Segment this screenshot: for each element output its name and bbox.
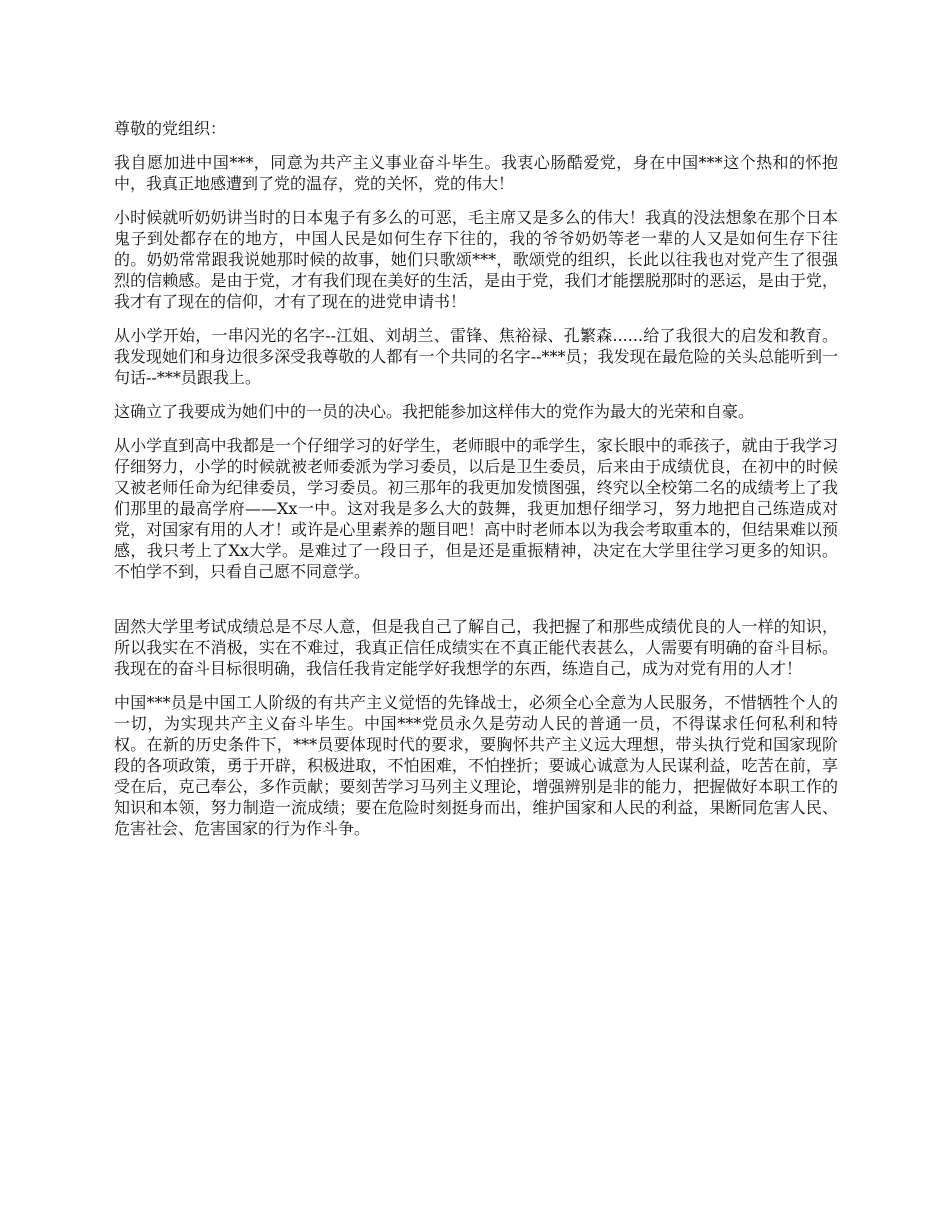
paragraph: 中国***员是中国工人阶级的有共产主义觉悟的先锋战士，必须全心全意为人民服务，不惜牺牲个人的一切，为实现共产主义奋斗毕生。中国***党员永久是劳动人民的普通一员，不得谋求任何私利和特权。在新的历史条件下，***员要体现时代的要求，要胸怀共产主义远大理想，带头执行党和国家现阶段的各项政策，勇于开辟，积极进取，不怕困难，不怕挫折；要诚心诚意为人民谋利益，吃苦在前，享受在后，克己奉公，多作贡献；要刻苦学习马列主义理论，增强辨别是非的能力，把握做好本职工作的知识和本领，努力制造一流成绩；要在危险时刻挺身而出，维护国家和人民的利益，果断同危害人民、危害社会、危害国家的行为作斗争。 bbox=[114, 693, 838, 838]
paragraph: 从小学开始，一串闪光的名字--江姐、刘胡兰、雷锋、焦裕禄、孔繁森......给了我很大的启发和教育。我发现她们和身边很多深受我尊敬的人都有一个共同的名字--***员；我发现在最危险的关头总能听到一句话--***员跟我上。 bbox=[114, 326, 838, 387]
document-page bbox=[114, 118, 838, 852]
paragraph: 这确立了我要成为她们中的一员的决心。我把能参加这样伟大的党作为最大的光荣和自豪。 bbox=[114, 402, 755, 421]
paragraph: 固然大学里考试成绩总是不尽人意，但是我自己了解自己，我把握了和那些成绩优良的人一样的知识，所以我实在不消极，实在不难过，我真正信任成绩实在不真正能代表甚么，人需要有明确的奋斗目标。我现在的奋斗目标很明确，我信任我肯定能学好我想学的东西，练造自己，成为对党有用的人才！ bbox=[114, 617, 838, 678]
paragraph: 小时候就听奶奶讲当时的日本鬼子有多么的可恶，毛主席又是多么的伟大！我真的没法想象在那个日本鬼子到处都存在的地方，中国人民是如何生存下往的，我的爷爷奶奶等老一辈的人又是如何生存下往的。奶奶常常跟我说她那时候的故事，她们只歌颂***，歌颂党的组织，长此以往我也对党产生了很强烈的信赖感。是由于党，才有我们现在美好的生活，是由于党，我们才能摆脱那时的恶运，是由于党，我才有了现在的信仰，才有了现在的进党申请书！ bbox=[114, 208, 838, 311]
paragraph: 我自愿加进中国***，同意为共产主义事业奋斗毕生。我衷心肠酷爱党，身在中国***这个热和的怀抱中，我真正地感遭到了党的温存，党的关怀，党的伟大！ bbox=[114, 153, 838, 193]
salutation: 尊敬的党组织： bbox=[114, 119, 227, 138]
paragraph: 从小学直到高中我都是一个仔细学习的好学生，老师眼中的乖学生，家长眼中的乖孩子，就由于我学习仔细努力，小学的时候就被老师委派为学习委员，以后是卫生委员，后来由于成绩优良，在初中的时候又被老师任命为纪律委员，学习委员。初三那年的我更加发愤图强，终究以全校第二名的成绩考上了我们那里的最高学府——Xx一中。这对我是多么大的鼓舞，我更加想仔细学习，努力地把自己练造成对党，对国家有用的人才！或许是心里素养的题目吧！高中时老师本以为我会考取重本的，但结果难以预感，我只考上了Xx大学。是难过了一段日子，但是还是重振精神，决定在大学里往学习更多的知识。不怕学不到，只看自己愿不同意学。 bbox=[114, 436, 838, 581]
